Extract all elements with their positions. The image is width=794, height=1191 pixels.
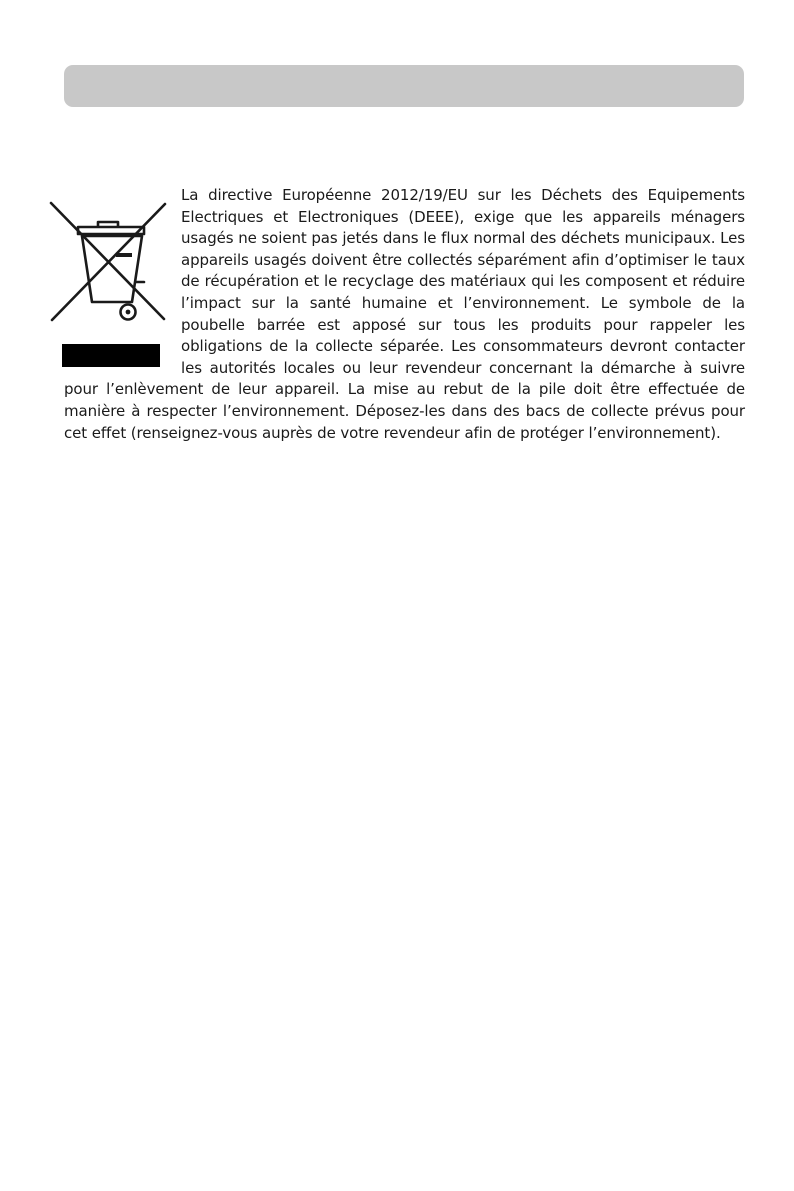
- weee-paragraph: La directive Européenne 2012/19/EU sur les Déchets des Equipements Electriques et Electroniques (DEEE), exige que les appareils ménagers usagés ne soient pas jetés dans le flux normal des déchets municipaux. Les appareils usagés doivent être collectés séparément afin d’optimiser le taux de récupération et le recyclage des matériaux qui les composent et réduire l’impact sur la santé humaine et l’environnement. Le symbole de la poubelle barrée est apposé sur tous les produits pour rappeler les obligations de la collecte séparée. Les consommateurs devront contacter les autorités locales ou leur revendeur concernant la démarche à suivre pour l’enlèvement de leur appareil. La mise au rebut de la pile doit être effectuée de manière à respecter l’environnement. Déposez-les dans des bacs de collecte prévus pour cet effet (renseignez-vous auprès de votre revendeur afin de protéger l’environnement).: [64, 186, 745, 442]
- text-wrap-spacer: [64, 185, 181, 379]
- weee-disposal-notice: [64, 185, 745, 444]
- header-bar: [64, 65, 744, 107]
